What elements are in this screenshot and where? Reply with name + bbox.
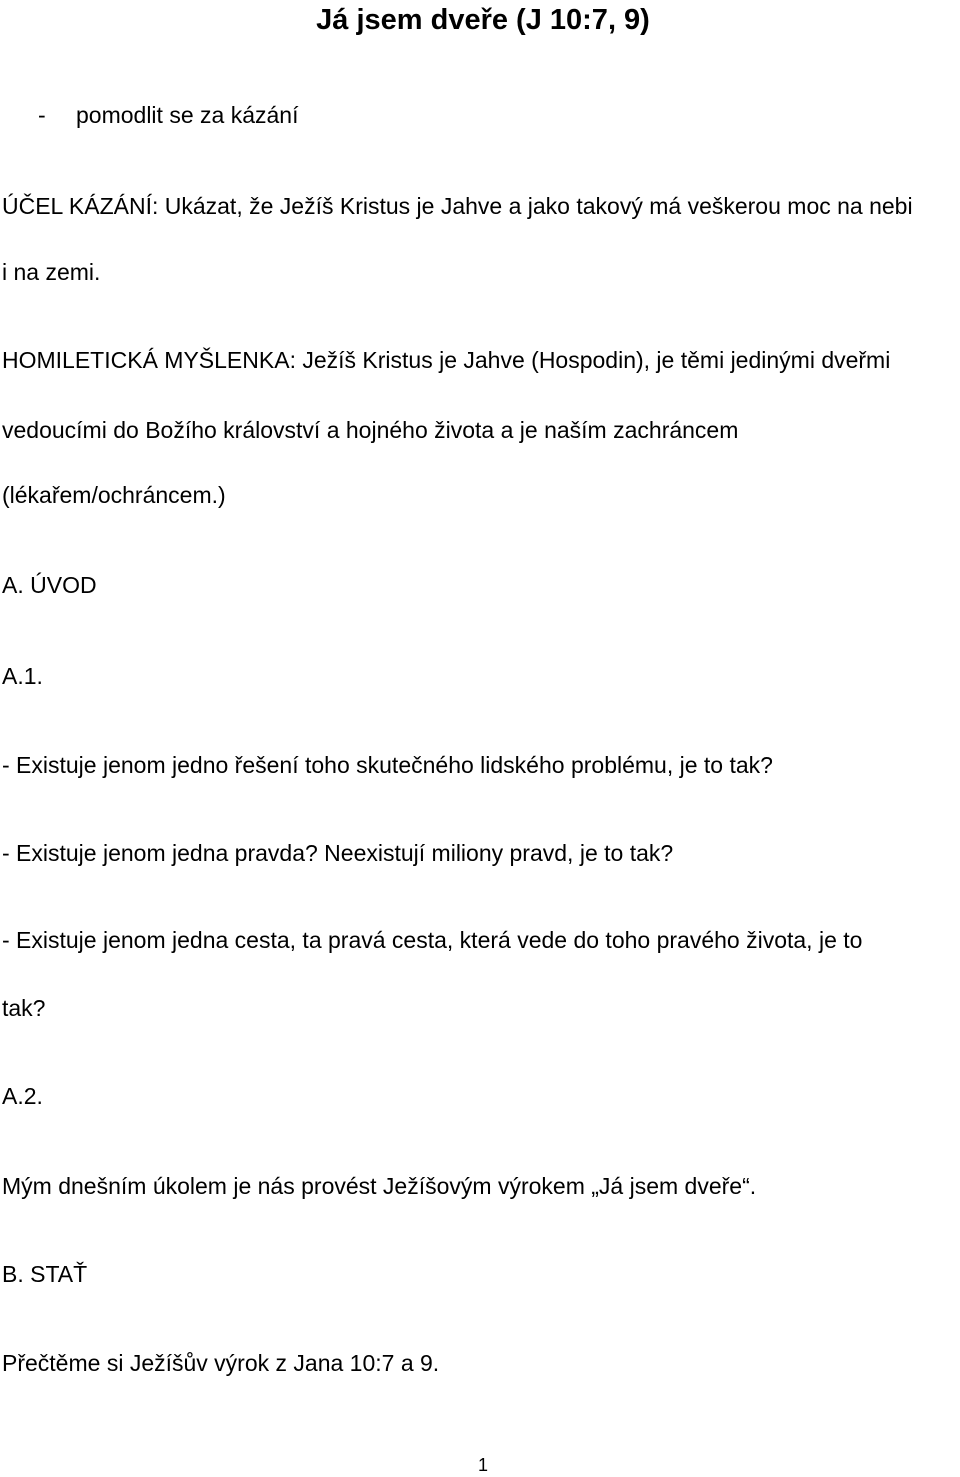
question-3-line-1: - Existuje jenom jedna cesta, ta pravá cesta, která vede do toho pravého života, je to (2, 927, 863, 953)
section-b-heading: B. STAŤ (2, 1261, 88, 1287)
prayer-text: pomodlit se za kázání (76, 102, 299, 128)
subsection-a1: A.1. (2, 663, 43, 689)
purpose-line-2: i na zemi. (2, 259, 101, 285)
homiletic-line-3: (lékařem/ochráncem.) (2, 482, 226, 508)
question-2: - Existuje jenom jedna pravda? Neexistují miliony pravd, je to tak? (2, 840, 674, 866)
question-1: - Existuje jenom jedno řešení toho skutečného lidského problému, je to tak? (2, 752, 773, 778)
prayer-item (38, 100, 298, 130)
homiletic-line-2: vedoucími do Božího království a hojného života a je naším zachráncem (2, 417, 739, 443)
purpose-line-1: ÚČEL KÁZÁNÍ: Ukázat, že Ježíš Kristus je Jahve a jako takový má veškerou moc na nebi (2, 193, 913, 219)
section-a-heading: A. ÚVOD (2, 572, 97, 598)
task-statement: Mým dnešním úkolem je nás provést Ježíšovým výrokem „Já jsem dveře“. (2, 1173, 757, 1199)
list-dash: - (38, 102, 46, 128)
page-number: 1 (477, 1455, 488, 1475)
reading-statement: Přečtěme si Ježíšův výrok z Jana 10:7 a 9. (2, 1350, 440, 1376)
document-title: Já jsem dveře (J 10:7, 9) (316, 4, 650, 36)
homiletic-line-1: HOMILETICKÁ MYŠLENKA: Ježíš Kristus je Jahve (Hospodin), je těmi jedinými dveřmi (2, 347, 891, 373)
question-3-line-2: tak? (2, 995, 46, 1021)
subsection-a2: A.2. (2, 1083, 43, 1109)
